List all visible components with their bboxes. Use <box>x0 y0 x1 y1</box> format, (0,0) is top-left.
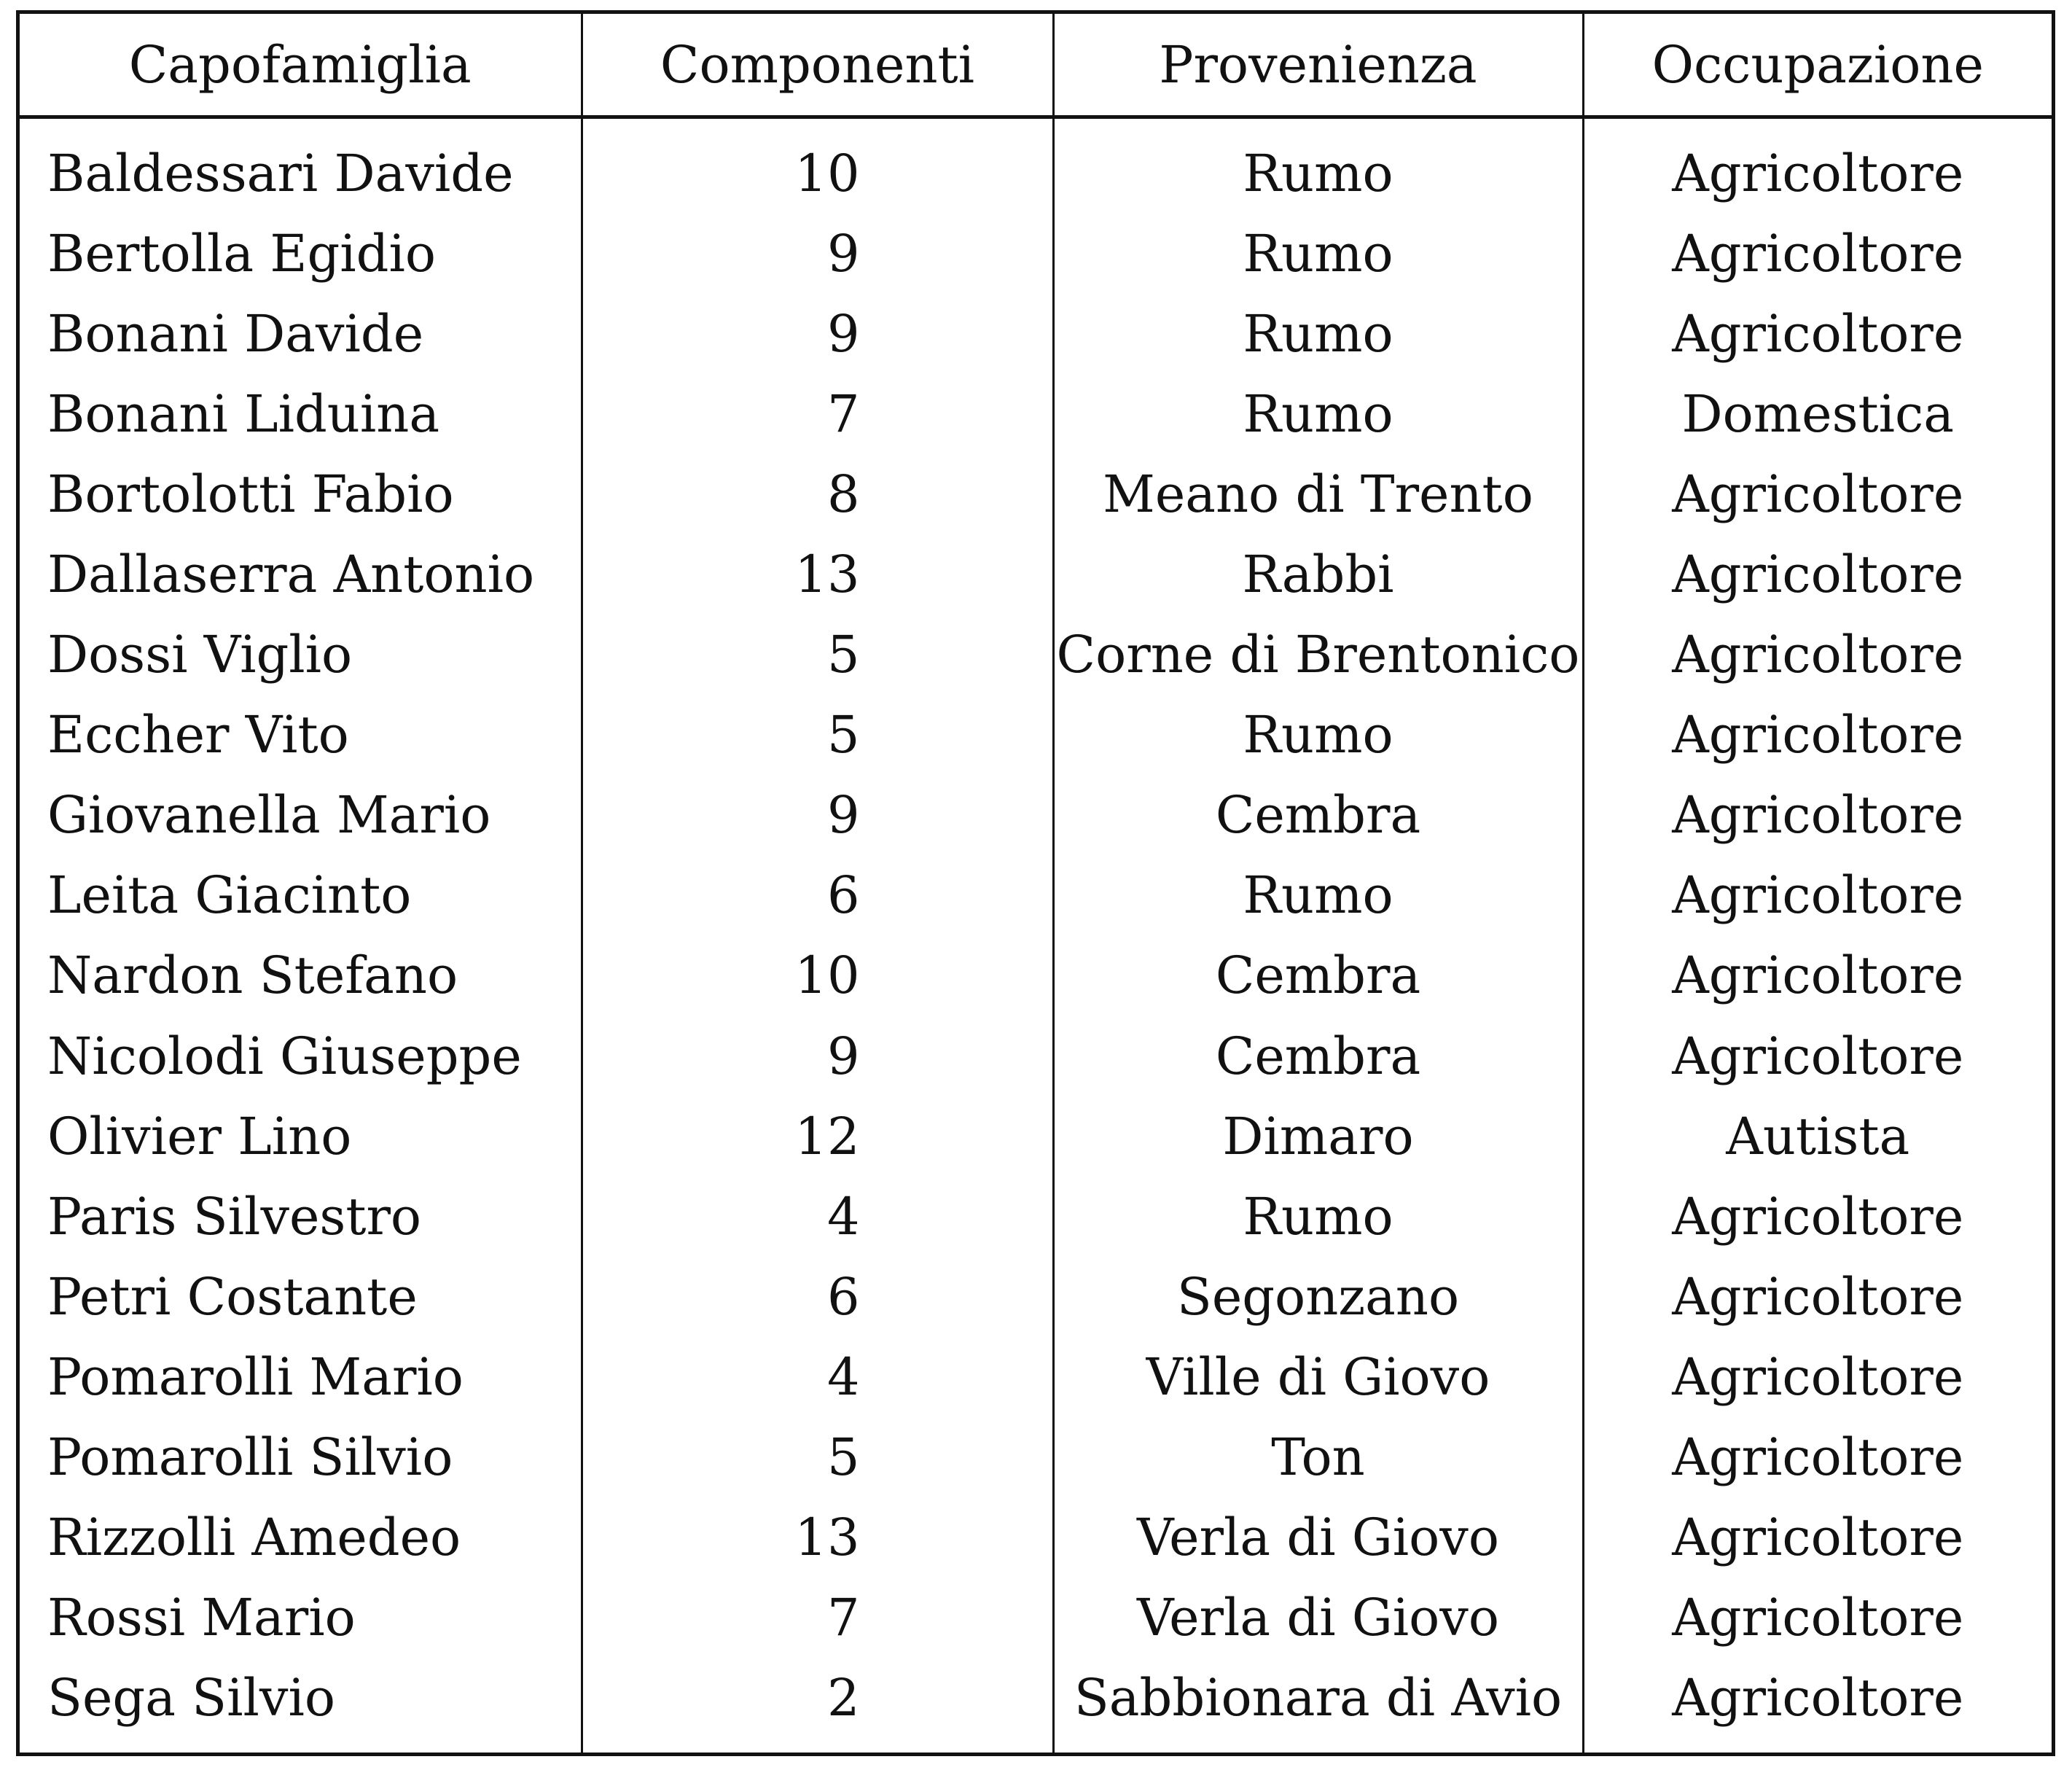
table-row <box>20 695 2052 775</box>
table-row <box>20 294 2052 374</box>
table-row <box>20 1497 2052 1578</box>
cell-occupazione: Agricoltore <box>1583 294 2052 374</box>
cell-provenienza: Cembra <box>1053 775 1583 855</box>
cell-capofamiglia: Petri Costante <box>47 1266 418 1327</box>
cell-provenienza: Verla di Giovo <box>1053 1497 1583 1578</box>
cell-provenienza: Rumo <box>1053 374 1583 454</box>
table-row <box>20 117 2052 214</box>
table-row <box>20 775 2052 855</box>
table-row <box>20 615 2052 695</box>
cell-provenienza: Rumo <box>1053 695 1583 775</box>
cell-occupazione: Agricoltore <box>1583 1497 2052 1578</box>
cell-occupazione: Agricoltore <box>1583 1337 2052 1417</box>
cell-componenti: 5 <box>582 695 1053 775</box>
cell-capofamiglia: Pomarolli Silvio <box>47 1427 453 1487</box>
cell-capofamiglia: Pomarolli Mario <box>47 1346 464 1407</box>
header-capofamiglia: Capofamiglia <box>20 14 582 117</box>
cell-occupazione: Agricoltore <box>1583 1417 2052 1497</box>
cell-occupazione: Agricoltore <box>1583 534 2052 615</box>
families-table-frame <box>16 10 2055 1756</box>
cell-componenti: 8 <box>582 454 1053 534</box>
cell-componenti: 9 <box>582 214 1053 294</box>
table-row <box>20 214 2052 294</box>
cell-componenti: 5 <box>582 1417 1053 1497</box>
cell-provenienza: Rumo <box>1053 1177 1583 1257</box>
families-table <box>20 14 2052 1753</box>
cell-componenti: 13 <box>582 534 1053 615</box>
cell-occupazione: Agricoltore <box>1583 855 2052 935</box>
cell-occupazione: Agricoltore <box>1583 214 2052 294</box>
cell-occupazione: Agricoltore <box>1583 935 2052 1015</box>
table-row <box>20 855 2052 935</box>
cell-componenti: 5 <box>582 615 1053 695</box>
cell-occupazione: Agricoltore <box>1583 695 2052 775</box>
cell-provenienza: Rumo <box>1053 855 1583 935</box>
cell-occupazione: Agricoltore <box>1583 1257 2052 1337</box>
cell-componenti: 6 <box>582 855 1053 935</box>
cell-capofamiglia: Rossi Mario <box>47 1587 356 1648</box>
cell-capofamiglia: Rizzolli Amedeo <box>47 1507 461 1567</box>
cell-componenti: 4 <box>582 1177 1053 1257</box>
header-componenti: Componenti <box>582 14 1053 117</box>
cell-componenti: 13 <box>582 1497 1053 1578</box>
cell-occupazione: Agricoltore <box>1583 1016 2052 1096</box>
cell-capofamiglia: Sega Silvio <box>47 1667 335 1728</box>
cell-componenti: 12 <box>582 1096 1053 1177</box>
cell-componenti: 10 <box>582 117 1053 214</box>
cell-provenienza: Dimaro <box>1053 1096 1583 1177</box>
cell-occupazione: Agricoltore <box>1583 454 2052 534</box>
cell-provenienza: Sabbionara di Avio <box>1053 1658 1583 1753</box>
cell-capofamiglia: Olivier Lino <box>47 1106 352 1166</box>
cell-occupazione: Agricoltore <box>1583 1578 2052 1658</box>
cell-componenti: 10 <box>582 935 1053 1015</box>
cell-capofamiglia: Nardon Stefano <box>47 946 458 1006</box>
cell-componenti: 9 <box>582 1016 1053 1096</box>
cell-componenti: 9 <box>582 775 1053 855</box>
cell-capofamiglia: Giovanella Mario <box>47 785 491 846</box>
cell-provenienza: Corne di Brentonico <box>1053 615 1583 695</box>
table-row <box>20 1658 2052 1753</box>
cell-provenienza: Rumo <box>1053 294 1583 374</box>
table-row <box>20 534 2052 615</box>
cell-componenti: 2 <box>582 1658 1053 1753</box>
cell-provenienza: Segonzano <box>1053 1257 1583 1337</box>
cell-capofamiglia: Leita Giacinto <box>47 865 412 926</box>
table-row <box>20 1096 2052 1177</box>
cell-provenienza: Ville di Giovo <box>1053 1337 1583 1417</box>
cell-occupazione: Agricoltore <box>1583 1658 2052 1753</box>
cell-occupazione: Agricoltore <box>1583 775 2052 855</box>
cell-occupazione: Agricoltore <box>1583 1177 2052 1257</box>
cell-provenienza: Rumo <box>1053 214 1583 294</box>
cell-capofamiglia: Baldessari Davide <box>47 144 514 204</box>
cell-occupazione: Autista <box>1583 1096 2052 1177</box>
table-row <box>20 1257 2052 1337</box>
cell-provenienza: Meano di Trento <box>1053 454 1583 534</box>
cell-capofamiglia: Nicolodi Giuseppe <box>47 1026 522 1086</box>
table-body <box>20 117 2052 1753</box>
cell-provenienza: Cembra <box>1053 935 1583 1015</box>
cell-capofamiglia: Paris Silvestro <box>47 1186 422 1247</box>
header-provenienza: Provenienza <box>1053 14 1583 117</box>
cell-occupazione: Agricoltore <box>1583 117 2052 214</box>
cell-capofamiglia: Bonani Liduina <box>47 384 440 445</box>
cell-occupazione: Agricoltore <box>1583 615 2052 695</box>
table-row <box>20 454 2052 534</box>
cell-componenti: 6 <box>582 1257 1053 1337</box>
cell-provenienza: Verla di Giovo <box>1053 1578 1583 1658</box>
table-row <box>20 1417 2052 1497</box>
table-row <box>20 935 2052 1015</box>
cell-capofamiglia: Bonani Davide <box>47 304 424 364</box>
cell-capofamiglia: Dossi Viglio <box>47 625 353 685</box>
header-row <box>20 14 2052 117</box>
table-row <box>20 374 2052 454</box>
cell-componenti: 7 <box>582 374 1053 454</box>
cell-componenti: 4 <box>582 1337 1053 1417</box>
cell-capofamiglia: Bortolotti Fabio <box>47 464 454 525</box>
table-row <box>20 1016 2052 1096</box>
cell-capofamiglia: Eccher Vito <box>47 705 349 765</box>
cell-componenti: 9 <box>582 294 1053 374</box>
table-row <box>20 1578 2052 1658</box>
table-row <box>20 1337 2052 1417</box>
cell-occupazione: Domestica <box>1583 374 2052 454</box>
cell-capofamiglia: Dallaserra Antonio <box>47 545 535 605</box>
cell-provenienza: Rumo <box>1053 117 1583 214</box>
header-occupazione: Occupazione <box>1583 14 2052 117</box>
cell-provenienza: Rabbi <box>1053 534 1583 615</box>
cell-capofamiglia: Bertolla Egidio <box>47 224 436 284</box>
cell-provenienza: Cembra <box>1053 1016 1583 1096</box>
cell-provenienza: Ton <box>1053 1417 1583 1497</box>
cell-componenti: 7 <box>582 1578 1053 1658</box>
table-row <box>20 1177 2052 1257</box>
